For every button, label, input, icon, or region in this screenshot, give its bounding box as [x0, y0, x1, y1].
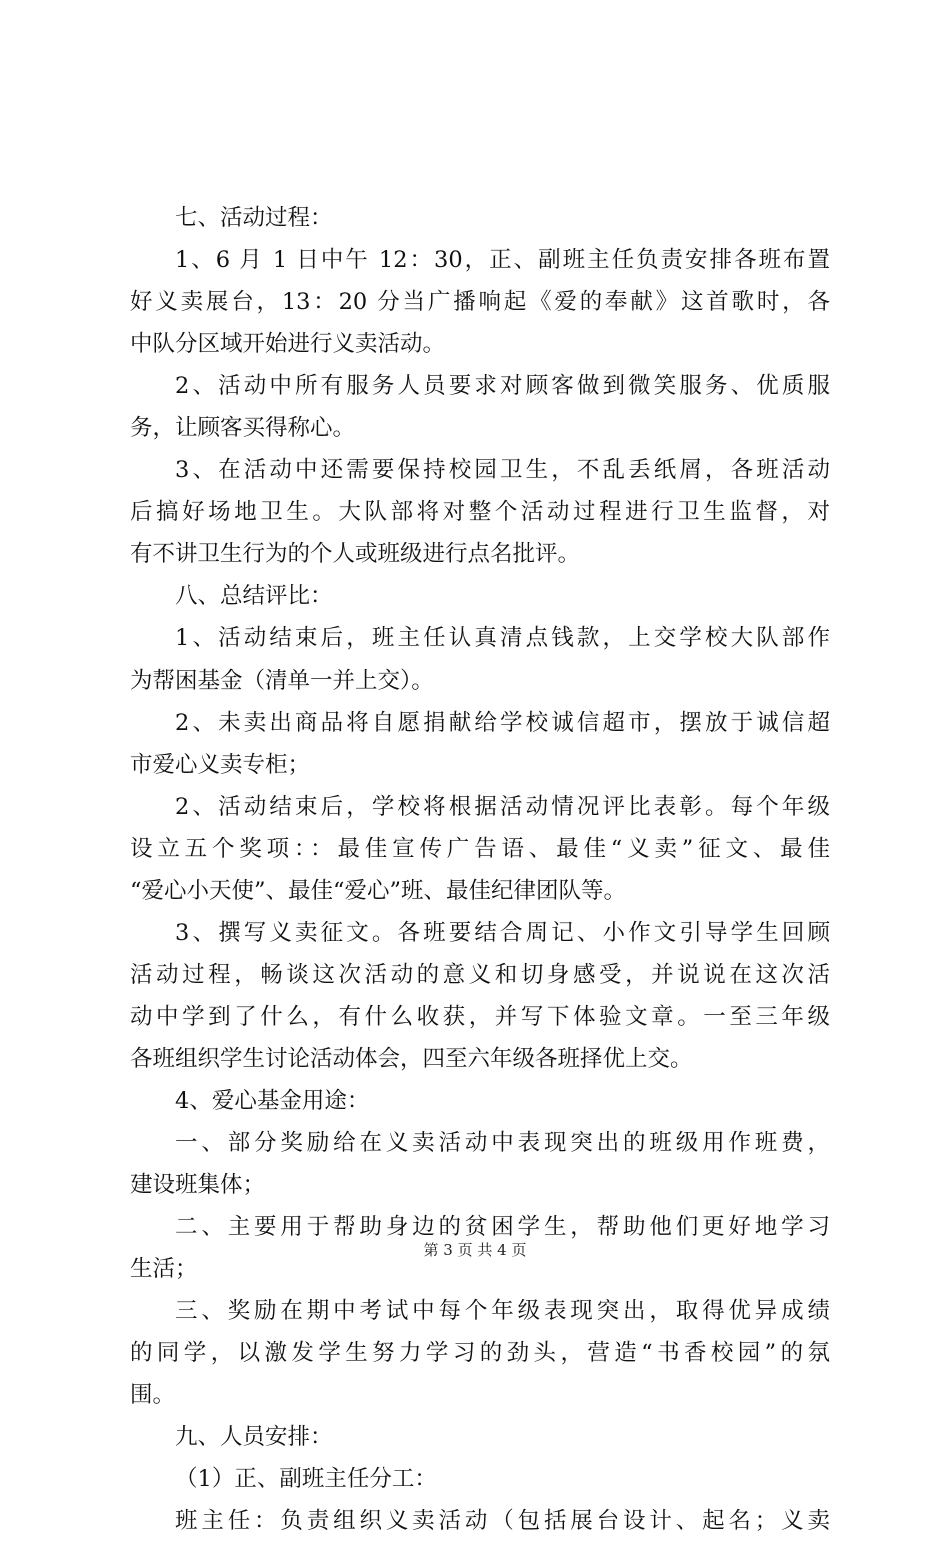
text-line: 2、活动中所有服务人员要求对顾客做到微笑服务、优质服 — [175, 373, 830, 400]
text-line: 4、爱心基金用途： — [175, 1087, 370, 1114]
text-line: 二、主要用于帮助身边的贫困学生，帮助他们更好地学习 — [175, 1214, 830, 1241]
text-line: 八、总结评比： — [175, 583, 333, 610]
text-line: 围。 — [130, 1382, 176, 1409]
text-line: 2、未卖出商品将自愿捐献给学校诚信超市，摆放于诚信超 — [175, 709, 830, 736]
text-line: （1）正、副班主任分工： — [175, 1466, 437, 1493]
text-line: 各班组织学生讨论活动体会，四至六年级各班择优上交。 — [130, 1045, 693, 1072]
text-line: 七、活动过程： — [175, 205, 333, 231]
text-line: 一、部分奖励给在义卖活动中表现突出的班级用作班费， — [175, 1130, 830, 1157]
text-line: 2、活动结束后，学校将根据活动情况评比表彰。每个年级 — [175, 793, 830, 820]
text-line: 中队分区域开始进行义卖活动。 — [130, 331, 446, 358]
text-line: 后搞好场地卫生。大队部将对整个活动过程进行卫生监督，对 — [130, 499, 830, 526]
page-footer: 第 3 页 共 4 页 — [423, 1241, 527, 1259]
text-line: 好义卖展台，13：20 分当广播响起《爱的奉献》这首歌时，各 — [130, 289, 830, 316]
text-line: 班主任：负责组织义卖活动（包括展台设计、起名；义卖 — [175, 1508, 830, 1535]
text-line: 3、在活动中还需要保持校园卫生，不乱丢纸屑，各班活动 — [175, 457, 830, 484]
text-line: 建设班集体； — [130, 1172, 266, 1199]
text-line: 有不讲卫生行为的个人或班级进行点名批评。 — [130, 541, 581, 568]
text-line: “爱心小天使”、最佳“爱心”班、最佳纪律团队等。 — [130, 877, 627, 904]
text-line: 1、活动结束后，班主任认真清点钱款，上交学校大队部作 — [175, 625, 830, 652]
text-line: 活动过程，畅谈这次活动的意义和切身感受，并说说在这次活 — [130, 961, 830, 988]
text-line: 务，让顾客买得称心。 — [130, 415, 356, 442]
text-line: 三、奖励在期中考试中每个年级表现突出，取得优异成绩 — [175, 1298, 830, 1325]
text-line: 动中学到了什么，有什么收获，并写下体验文章。一至三年级 — [130, 1003, 830, 1030]
document-body — [130, 197, 830, 1543]
text-line: 市爱心义卖专柜； — [130, 751, 311, 778]
text-line: 九、人员安排： — [175, 1424, 333, 1451]
text-line: 3、撰写义卖征文。各班要结合周记、小作文引导学生回顾 — [175, 919, 830, 946]
text-line: 1、6 月 1 日中午 12：30，正、副班主任负责安排各班布置 — [175, 247, 830, 274]
text-line: 生活； — [130, 1256, 198, 1283]
text-line: 的同学，以激发学生努力学习的劲头，营造“书香校园”的氛 — [130, 1340, 830, 1367]
text-line: 为帮困基金（清单一并上交）。 — [130, 667, 434, 694]
text-line: 设立五个奖项：：最佳宣传广告语、最佳“义卖”征文、最佳 — [130, 835, 830, 862]
